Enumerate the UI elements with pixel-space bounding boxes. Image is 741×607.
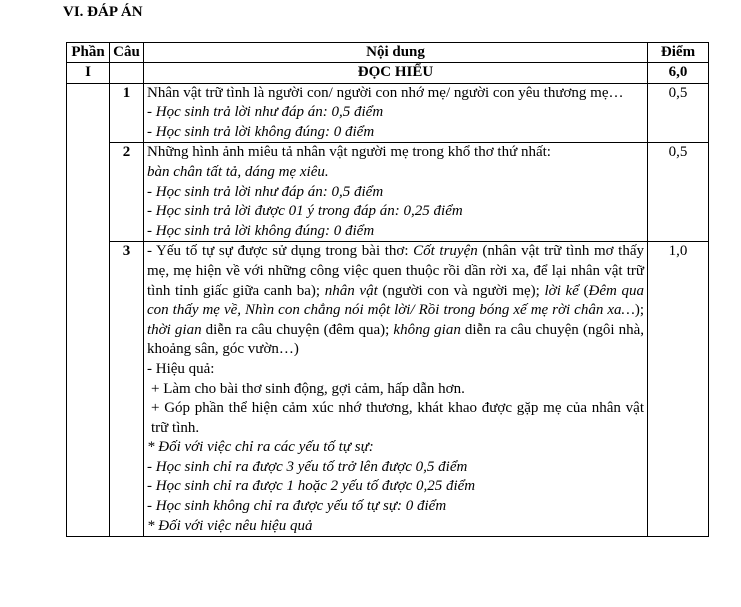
q3-p1-i: );	[634, 302, 644, 319]
q3-line-criteria-5: * Đối với việc nêu hiệu quả	[147, 517, 313, 534]
question-score-3: 1,0	[648, 242, 709, 537]
q2-line-1: Những hình ảnh miêu tả nhân vật người mẹ trong khổ thơ thứ nhất:	[147, 144, 551, 161]
header-content: Nội dung	[144, 43, 648, 63]
question-row-1	[67, 83, 709, 143]
q3-p1-d: nhân vật	[324, 282, 378, 299]
phan-empty-cell	[67, 83, 110, 537]
q2-line-3: - Học sinh trả lời được 01 ý trong đáp án: 0,25 điểm	[147, 203, 463, 220]
question-number-2: 2	[110, 143, 144, 242]
q3-p1-k: diễn ra câu chuyện (đêm qua);	[201, 321, 394, 338]
question-score-2: 0,5	[648, 143, 709, 242]
answer-table	[66, 42, 709, 537]
q3-p1-l: không gian	[393, 321, 461, 338]
q3-line-criteria-2: - Học sinh chỉ ra được 3 yếu tố trở lên được 0,5 điểm	[147, 458, 468, 475]
q3-line-criteria-3: - Học sinh chỉ ra được 1 hoặc 2 yếu tố được 0,25 điểm	[147, 478, 476, 495]
header-cau: Câu	[110, 43, 144, 63]
q1-line-2: - Học sinh trả lời như đáp án: 0,5 điểm	[147, 104, 384, 121]
question-content-1	[144, 83, 648, 143]
question-number-1: 1	[110, 83, 144, 143]
q3-p1-h: Đêm qua con thấy mẹ về, Nhìn con chẳng nói một lời/ Rồi trong bóng xế mẹ rời chân xa…	[147, 282, 645, 319]
question-number-3: 3	[110, 242, 144, 537]
q3-line-effect-2: + Góp phần thể hiện cảm xúc nhớ thương, khát khao được gặp mẹ của nhân vật trữ tình.	[151, 400, 644, 436]
q3-paragraph-1	[147, 242, 644, 360]
q2-line-2: - Học sinh trả lời như đáp án: 0,5 điểm	[147, 183, 384, 200]
q3-p1-j: thời gian	[147, 321, 202, 338]
q3-line-effect-1: + Làm cho bài thơ sinh động, gợi cảm, hấp dẫn hơn.	[151, 380, 465, 397]
section-phan: I	[67, 63, 110, 84]
header-phan: Phần	[67, 43, 110, 63]
section-title: ĐỌC HIỂU	[144, 63, 648, 84]
question-content-2	[144, 143, 648, 242]
section-row	[67, 63, 709, 84]
q3-line-effect: - Hiệu quả:	[147, 360, 215, 377]
q3-p1-e: (người con và người mẹ);	[377, 282, 545, 299]
header-score: Điểm	[648, 43, 709, 63]
q3-p1-g: (	[578, 282, 589, 299]
question-row-2	[67, 143, 709, 242]
q1-line-3: - Học sinh trả lời không đúng: 0 điểm	[147, 123, 375, 140]
question-content-3	[144, 242, 648, 537]
answer-heading: VI. ĐÁP ÁN	[63, 4, 143, 20]
q3-p1-f: lời kể	[544, 282, 579, 299]
q3-line-criteria-4: - Học sinh không chỉ ra được yếu tố tự sự: 0 điểm	[147, 498, 447, 515]
q3-p1-c: (nhân vật trữ tình mơ thấy mẹ, mẹ hiện về với những công việc quen thuộc rồi dần rời xa, để lại nhân vật trữ tình tỉnh giấc giữa canh ba);	[147, 243, 644, 299]
q1-line-1: Nhân vật trữ tình là người con/ người con nhớ mẹ/ người con yêu thương mẹ…	[147, 84, 624, 101]
section-cau-empty	[110, 63, 144, 84]
q3-p1-b: Cốt truyện	[413, 243, 478, 260]
q3-line-criteria-1: * Đối với việc chỉ ra các yếu tố tự sự:	[147, 439, 374, 456]
header-row	[67, 43, 709, 63]
q2-line-1b: bàn chân tất tả, dáng mẹ xiêu.	[147, 163, 329, 180]
q3-p1-m: diễn ra câu chuyện (ngôi nhà, khoảng sân, góc vườn…)	[147, 321, 645, 358]
q3-p1-a: - Yếu tố tự sự được sử dụng trong bài thơ:	[147, 243, 414, 260]
section-score: 6,0	[648, 63, 709, 84]
question-row-3	[67, 242, 709, 537]
q2-line-4: - Học sinh trả lời không đúng: 0 điểm	[147, 222, 375, 239]
question-score-1: 0,5	[648, 83, 709, 143]
